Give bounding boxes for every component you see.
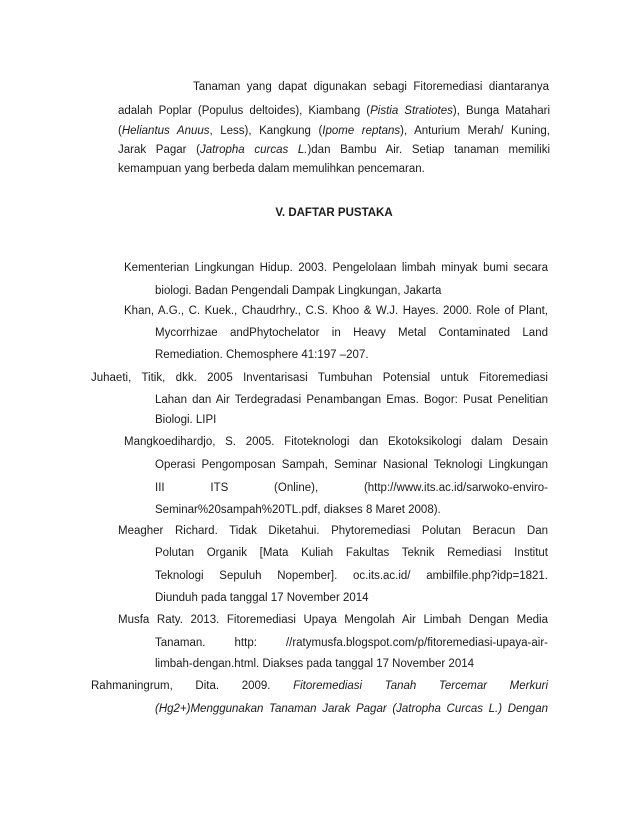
- text-run: III ITS (Online), (http://www.its.ac.id/sarwoko-enviro-: [155, 482, 548, 494]
- reference-line: [124, 434, 548, 450]
- italic-species-name: Pistia Stratiotes: [370, 105, 453, 117]
- reference-line: [118, 523, 548, 539]
- paragraph-line: [118, 123, 550, 139]
- italic-species-name: Ipome reptans: [322, 125, 401, 137]
- text-run: Mycorrhizae andPhytochelator in Heavy Metal Contaminated Land: [155, 327, 548, 339]
- reference-line: [155, 635, 548, 651]
- text-run: Meagher Richard. Tidak Diketahui. Phytoremediasi Polutan Beracun Dan: [118, 525, 548, 537]
- text-run: Seminar%20sampah%20TL.pdf, diakses 8 Maret 2008).: [155, 504, 441, 516]
- italic-title: Fitoremediasi Tanah Tercemar Merkuri: [293, 680, 548, 692]
- text-run: adalah Poplar (Populus deltoides), Kiambang (: [118, 105, 371, 117]
- text-run: biologi. Badan Pengendali Dampak Lingkungan, Jakarta: [155, 285, 442, 297]
- reference-line: [155, 457, 548, 473]
- text-run: limbah-dengan.html. Diakses pada tanggal 17 November 2014: [155, 658, 475, 670]
- text-run: (: [118, 125, 122, 137]
- reference-line: [118, 612, 548, 628]
- text-run: Polutan Organik [Mata Kuliah Fakultas Teknik Remediasi Institut: [155, 547, 548, 559]
- text-run: Mangkoedihardjo, S. 2005. Fitoteknologi dan Ekotoksikologi dalam Desain: [124, 436, 548, 448]
- paragraph-line: [193, 79, 549, 95]
- text-run: Tanaman. http: //ratymusfa.blogspot.com/p/fitoremediasi-upaya-air-: [155, 637, 548, 649]
- reference-line: [91, 678, 548, 694]
- text-run: Khan, A.G., C. Kuek., Chaudrhry., C.S. Khoo & W.J. Hayes. 2000. Role of Plant,: [124, 305, 548, 317]
- reference-line: [155, 325, 548, 341]
- reference-line: [155, 392, 548, 408]
- paragraph-line: [118, 142, 550, 158]
- reference-line: [155, 590, 548, 606]
- reference-line: [155, 480, 548, 496]
- text-run: Juhaeti, Titik, dkk. 2005 Inventarisasi Tumbuhan Potensial untuk Fitoremediasi: [91, 372, 548, 384]
- reference-line: [155, 283, 548, 299]
- text-run: ), Anturium Merah/ Kuning,: [400, 125, 550, 137]
- text-run: Musfa Raty. 2013. Fitoremediasi Upaya Mengolah Air Limbah Dengan Media: [118, 614, 548, 626]
- section-heading: V. DAFTAR PUSTAKA: [275, 207, 393, 219]
- italic-species-name: Jatropha curcas L.: [199, 144, 308, 156]
- text-run: Jarak Pagar (: [118, 144, 200, 156]
- text-run: Biologi. LIPI: [155, 414, 217, 426]
- text-run: Lahan dan Air Terdegradasi Penambangan Emas. Bogor: Pusat Penelitian: [155, 394, 548, 406]
- text-run: Kementerian Lingkungan Hidup. 2003. Pengelolaan limbah minyak bumi secara: [124, 262, 548, 274]
- text-run: Diunduh pada tanggal 17 November 2014: [155, 592, 369, 604]
- text-run: )dan Bambu Air. Setiap tanaman memiliki: [307, 144, 551, 156]
- reference-line: [155, 701, 548, 717]
- reference-line: [91, 370, 548, 386]
- italic-species-name: Heliantus Anuus: [121, 125, 210, 137]
- reference-line: [124, 260, 548, 276]
- text-run: Operasi Pengomposan Sampah, Seminar Nasional Teknologi Lingkungan: [155, 459, 548, 471]
- reference-line: [155, 502, 548, 518]
- text-run: Rahmaningrum, Dita. 2009.: [91, 680, 294, 692]
- text-run: kemampuan yang berbeda dalam memulihkan pencemaran.: [118, 163, 425, 175]
- text-run: Remediation. Chemosphere 41:197 –207.: [155, 349, 369, 361]
- reference-line: [124, 303, 548, 319]
- reference-line: [155, 568, 548, 584]
- paragraph-line: [118, 161, 550, 177]
- paragraph-line: [118, 103, 550, 119]
- italic-title: (Hg2+)Menggunakan Tanaman Jarak Pagar (Jatropha Curcas L.) Dengan: [155, 703, 548, 715]
- text-run: Teknologi Sepuluh Nopember]. oc.its.ac.id/ ambilfile.php?idp=1821.: [155, 570, 548, 582]
- text-run: , Less), Kangkung (: [209, 125, 323, 137]
- reference-line: [155, 656, 548, 672]
- reference-line: [155, 545, 548, 561]
- reference-line: [155, 347, 548, 363]
- text-run: Tanaman yang dapat digunakan sebagi Fitoremediasi diantaranya: [193, 81, 549, 93]
- reference-line: [155, 412, 548, 428]
- text-run: ), Bunga Matahari: [452, 105, 551, 117]
